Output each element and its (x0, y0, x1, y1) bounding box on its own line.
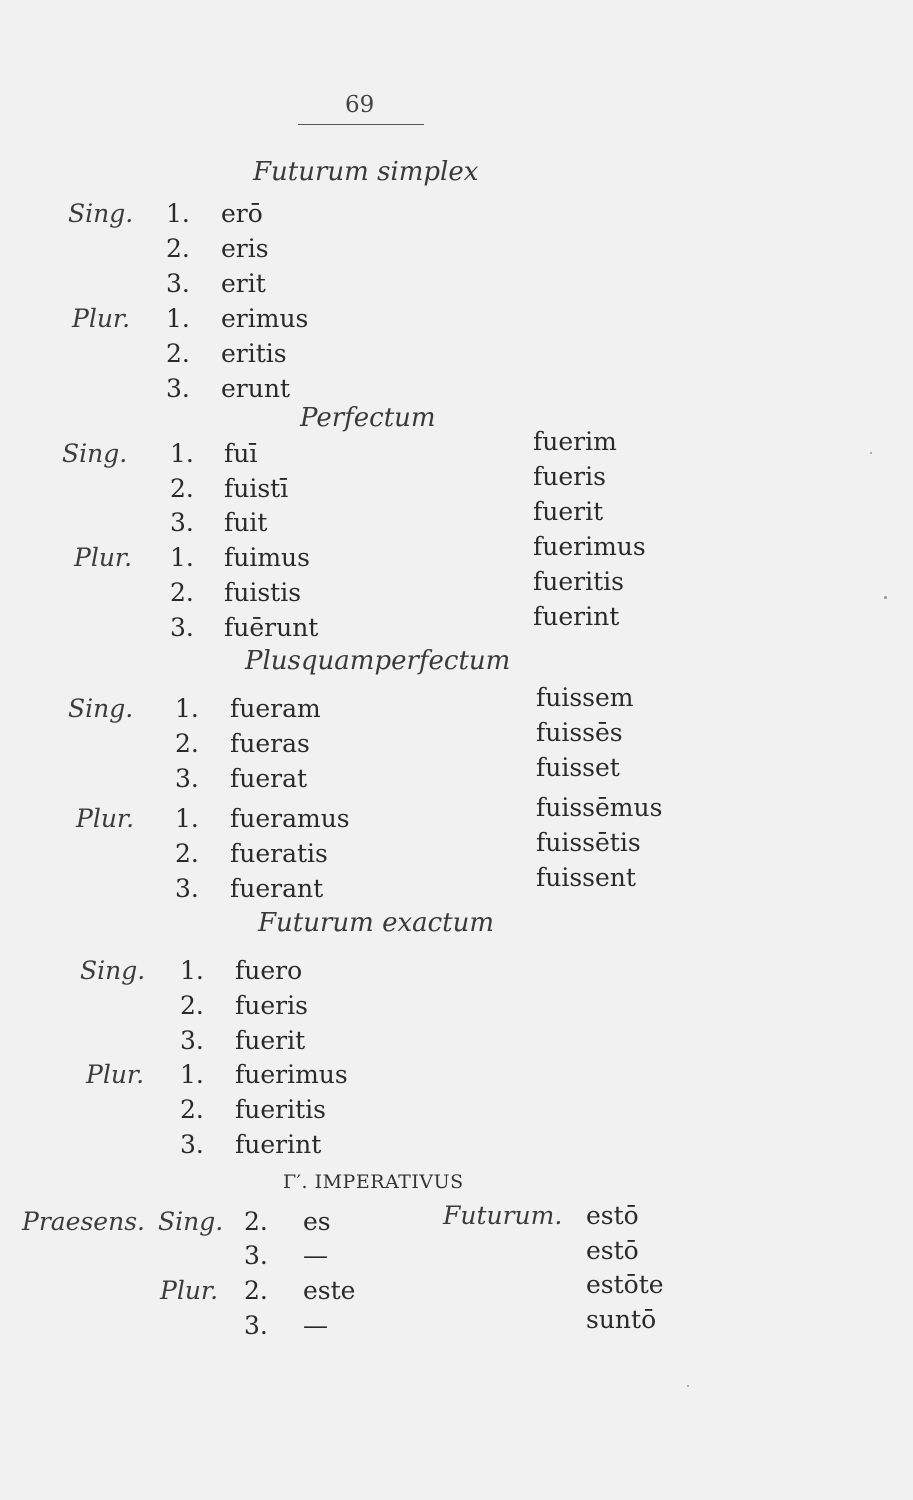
person-number: 1. (180, 956, 204, 985)
person-number: 3. (170, 613, 194, 642)
verb-form: fueris (235, 991, 308, 1020)
heading-imperativus: Γ′. IMPERATIVUS (283, 1171, 464, 1193)
verb-form: eritis (221, 339, 287, 368)
verb-form: fuero (235, 956, 303, 985)
label-sing: Sing. (158, 1207, 224, 1236)
person-number: 1. (170, 439, 194, 468)
heading-futurum-exactum: Futurum exactum (258, 908, 495, 938)
person-number: 1. (166, 304, 190, 333)
person-number: 2. (170, 474, 194, 503)
heading-plusquamperfectum: Plusquamperfectum (245, 646, 511, 676)
person-number: 3. (175, 874, 199, 903)
label-praesens: Praesens. (22, 1207, 145, 1236)
verb-form: fuerant (230, 874, 324, 903)
person-number: 2. (244, 1276, 268, 1305)
imperative-praesens-form: este (303, 1276, 356, 1305)
verb-form: fuistī (224, 474, 289, 503)
verb-form: fueritis (235, 1095, 326, 1124)
person-number: 3. (166, 374, 190, 403)
imperative-futurum-form: estō (586, 1236, 639, 1265)
person-number: 3. (180, 1026, 204, 1055)
label-plur: Plur. (160, 1276, 219, 1305)
verb-form: erunt (221, 374, 290, 403)
subjunctive-form: fuissētis (536, 828, 641, 857)
label-sing: Sing. (80, 956, 146, 985)
person-number: 3. (244, 1241, 268, 1270)
header-rule (298, 124, 424, 125)
verb-form: fuit (224, 508, 268, 537)
heading-perfectum: Perfectum (300, 403, 436, 433)
person-number: 2. (175, 729, 199, 758)
imperative-praesens-form: — (303, 1241, 328, 1270)
verb-form: fuerit (235, 1026, 306, 1055)
person-number: 2. (166, 234, 190, 263)
imperative-futurum-form: suntō (586, 1305, 657, 1334)
imperative-futurum-form: estōte (586, 1270, 664, 1299)
person-number: 1. (175, 694, 199, 723)
verb-form: fueratis (230, 839, 328, 868)
verb-form: fuerint (235, 1130, 322, 1159)
person-number: 2. (175, 839, 199, 868)
person-number: 3. (175, 764, 199, 793)
verb-form: fuerat (230, 764, 308, 793)
scan-speck (687, 1385, 689, 1387)
scan-speck (884, 596, 887, 599)
subjunctive-form: fuissem (536, 683, 634, 712)
person-number: 3. (170, 508, 194, 537)
label-sing: Sing. (68, 199, 134, 228)
imperative-futurum-form: estō (586, 1201, 639, 1230)
person-number: 1. (166, 199, 190, 228)
person-number: 3. (244, 1311, 268, 1340)
verb-form: fuī (224, 439, 258, 468)
verb-form: erō (221, 199, 263, 228)
verb-form: fuerimus (235, 1060, 348, 1089)
subjunctive-form: fuerim (533, 427, 617, 456)
scan-speck (870, 452, 872, 454)
subjunctive-form: fuissēs (536, 718, 623, 747)
subjunctive-form: fuissent (536, 863, 636, 892)
verb-form: erit (221, 269, 266, 298)
verb-form: eris (221, 234, 269, 263)
verb-form: fueramus (230, 804, 350, 833)
subjunctive-form: fuerint (533, 602, 620, 631)
heading-futurum-simplex: Futurum simplex (253, 157, 479, 187)
label-plur: Plur. (86, 1060, 145, 1089)
person-number: 3. (180, 1130, 204, 1159)
person-number: 1. (175, 804, 199, 833)
subjunctive-form: fuerimus (533, 532, 646, 561)
verb-form: fueram (230, 694, 321, 723)
person-number: 1. (170, 543, 194, 572)
person-number: 2. (180, 1095, 204, 1124)
subjunctive-form: fueris (533, 462, 606, 491)
person-number: 1. (180, 1060, 204, 1089)
label-sing: Sing. (62, 439, 128, 468)
imperative-praesens-form: es (303, 1207, 331, 1236)
person-number: 2. (244, 1207, 268, 1236)
label-plur: Plur. (74, 543, 133, 572)
verb-form: fuimus (224, 543, 310, 572)
person-number: 2. (170, 578, 194, 607)
subjunctive-form: fuissēmus (536, 793, 663, 822)
subjunctive-form: fueritis (533, 567, 624, 596)
subjunctive-form: fuerit (533, 497, 604, 526)
page-number: 69 (345, 92, 375, 118)
person-number: 3. (166, 269, 190, 298)
label-sing: Sing. (68, 694, 134, 723)
verb-form: erimus (221, 304, 309, 333)
imperative-praesens-form: — (303, 1311, 328, 1340)
verb-form: fuērunt (224, 613, 319, 642)
verb-form: fueras (230, 729, 310, 758)
label-futurum: Futurum. (443, 1201, 563, 1230)
verb-form: fuistis (224, 578, 302, 607)
subjunctive-form: fuisset (536, 753, 620, 782)
label-plur: Plur. (76, 804, 135, 833)
person-number: 2. (180, 991, 204, 1020)
person-number: 2. (166, 339, 190, 368)
label-plur: Plur. (72, 304, 131, 333)
